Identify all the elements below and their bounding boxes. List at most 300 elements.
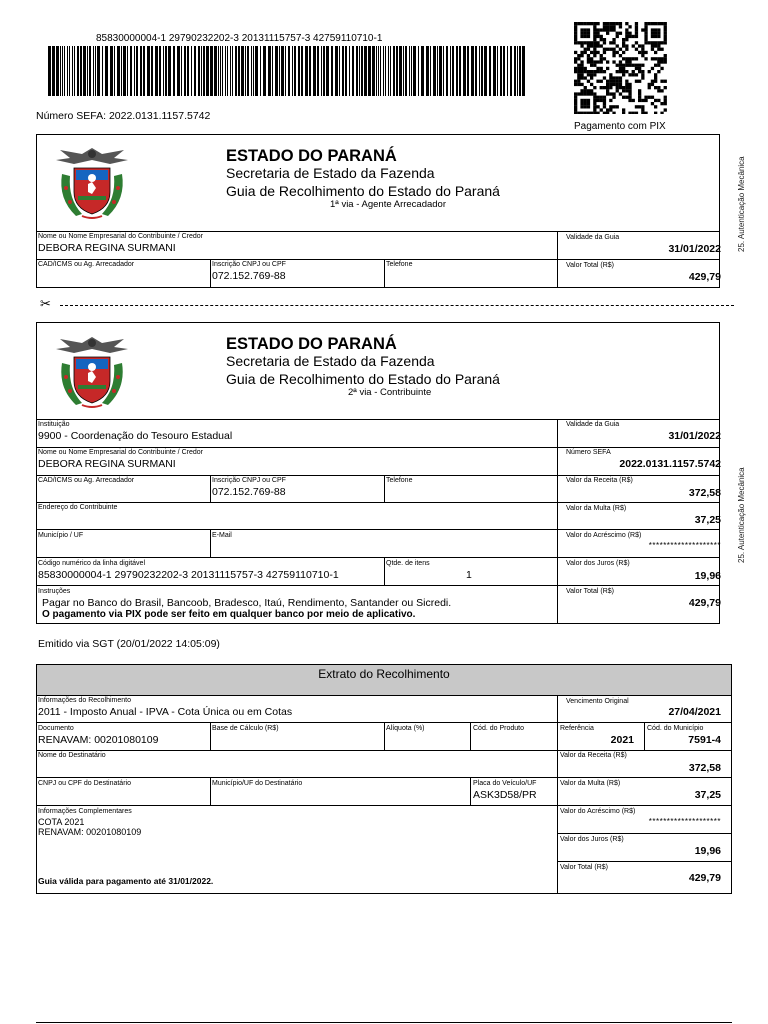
qr-module bbox=[651, 80, 654, 83]
referencia-value: 2021 bbox=[610, 734, 634, 746]
qr-module bbox=[580, 92, 583, 95]
qr-module bbox=[664, 22, 667, 25]
barcode-bar bbox=[399, 46, 402, 96]
qr-module bbox=[625, 28, 628, 31]
qr-module bbox=[638, 99, 641, 102]
qr-module bbox=[593, 86, 596, 89]
barcode-bar bbox=[114, 46, 115, 96]
qr-module bbox=[654, 44, 657, 47]
qr-module bbox=[619, 22, 622, 25]
qr-module bbox=[638, 96, 641, 99]
qr-module bbox=[612, 54, 615, 57]
barcode-bar bbox=[225, 46, 226, 96]
qr-module bbox=[628, 89, 631, 92]
qr-module bbox=[574, 57, 577, 60]
parana-coat-of-arms bbox=[52, 144, 132, 220]
qr-module bbox=[600, 35, 603, 38]
barcode-bar bbox=[220, 46, 221, 96]
qr-module bbox=[600, 28, 603, 31]
barcode-bar bbox=[93, 46, 94, 96]
qr-module bbox=[600, 96, 603, 99]
qr-module bbox=[654, 112, 657, 114]
qr-module bbox=[580, 44, 583, 47]
qr-module bbox=[638, 64, 641, 67]
qr-module bbox=[600, 57, 603, 60]
complementar-line: COTA 2021 bbox=[38, 817, 85, 827]
label: Valor Total (R$) bbox=[566, 262, 614, 269]
qr-module bbox=[596, 70, 599, 73]
qr-module bbox=[580, 54, 583, 57]
barcode-bar bbox=[232, 46, 233, 96]
barcode-bar bbox=[203, 46, 205, 96]
barcode-bar bbox=[272, 46, 273, 96]
qr-module bbox=[660, 22, 663, 25]
barcode-bar bbox=[356, 46, 358, 96]
qr-module bbox=[603, 96, 606, 99]
qr-module bbox=[625, 38, 628, 41]
qr-module bbox=[587, 60, 590, 63]
barcode-bar bbox=[433, 46, 436, 96]
qr-module bbox=[619, 76, 622, 79]
qr-module bbox=[625, 35, 628, 38]
barcode-bar bbox=[471, 46, 474, 96]
barcode-bar bbox=[117, 46, 120, 96]
barcode-bar bbox=[309, 46, 311, 96]
barcode-bar bbox=[127, 46, 128, 96]
qr-module bbox=[593, 112, 596, 114]
barcode-bar bbox=[218, 46, 219, 96]
qr-module bbox=[584, 102, 587, 105]
barcode-bar bbox=[187, 46, 189, 96]
qr-module bbox=[657, 32, 660, 35]
qr-module bbox=[657, 41, 660, 44]
barcode-bar bbox=[241, 46, 244, 96]
qr-module bbox=[612, 76, 615, 79]
parana-coat-of-arms bbox=[52, 333, 132, 409]
state-title: ESTADO DO PARANÁ bbox=[226, 335, 397, 353]
barcode-bar bbox=[380, 46, 381, 96]
qr-module bbox=[603, 28, 606, 31]
qr-module bbox=[664, 60, 667, 63]
qr-module bbox=[651, 96, 654, 99]
barcode-bar bbox=[456, 46, 458, 96]
label: Valor Total (R$) bbox=[566, 588, 614, 595]
qr-module bbox=[606, 108, 609, 111]
qr-module bbox=[638, 80, 641, 83]
barcode-bar bbox=[517, 46, 518, 96]
barcode-bar bbox=[263, 46, 266, 96]
qr-module bbox=[587, 70, 590, 73]
label: E-Mail bbox=[212, 532, 232, 539]
qr-module bbox=[596, 67, 599, 70]
qr-module bbox=[648, 22, 651, 25]
qr-module bbox=[603, 57, 606, 60]
qr-module bbox=[616, 80, 619, 83]
qr-module bbox=[596, 96, 599, 99]
qr-module bbox=[606, 67, 609, 70]
qr-module bbox=[628, 92, 631, 95]
qr-module bbox=[644, 96, 647, 99]
qr-module bbox=[584, 86, 587, 89]
contribuinte-name: DEBORA REGINA SURMANI bbox=[38, 458, 176, 470]
label: Validade da Guia bbox=[566, 234, 620, 241]
qr-module bbox=[625, 48, 628, 51]
qr-module bbox=[619, 32, 622, 35]
qr-module bbox=[644, 28, 647, 31]
qr-module bbox=[651, 41, 654, 44]
qr-module bbox=[580, 76, 583, 79]
qr-module bbox=[609, 108, 612, 111]
qr-module bbox=[657, 86, 660, 89]
qr-module bbox=[654, 51, 657, 54]
qr-module bbox=[660, 102, 663, 105]
qr-module bbox=[641, 44, 644, 47]
qr-module bbox=[638, 92, 641, 95]
barcode-bar bbox=[260, 46, 261, 96]
barcode-bar bbox=[279, 46, 280, 96]
qr-module bbox=[664, 25, 667, 28]
qr-module bbox=[574, 83, 577, 86]
qr-module bbox=[635, 25, 638, 28]
barcode-bar bbox=[396, 46, 398, 96]
qr-module bbox=[606, 86, 609, 89]
autenticacao-label: 25. Autenticação Mecânica bbox=[737, 156, 746, 252]
qr-module bbox=[574, 41, 577, 44]
qr-module bbox=[590, 64, 593, 67]
qr-module bbox=[609, 73, 612, 76]
label: CAD/ICMS ou Ag. Arrecadador bbox=[38, 261, 135, 268]
qr-module bbox=[635, 35, 638, 38]
qr-module bbox=[600, 108, 603, 111]
qr-module bbox=[635, 73, 638, 76]
qr-module bbox=[651, 48, 654, 51]
qr-module bbox=[644, 112, 647, 114]
qr-module bbox=[603, 25, 606, 28]
qr-module bbox=[577, 70, 580, 73]
barcode-bar bbox=[385, 46, 386, 96]
qr-module bbox=[632, 73, 635, 76]
qr-module bbox=[590, 22, 593, 25]
barcode-bar bbox=[230, 46, 231, 96]
qr-module bbox=[664, 41, 667, 44]
qr-module bbox=[603, 22, 606, 25]
barcode-bar bbox=[376, 46, 377, 96]
barcode-bar bbox=[507, 46, 508, 96]
qr-module bbox=[606, 25, 609, 28]
qr-module bbox=[606, 112, 609, 114]
qr-module bbox=[590, 41, 593, 44]
label: CNPJ ou CPF do Destinatário bbox=[38, 780, 131, 787]
barcode-bar bbox=[83, 46, 86, 96]
barcode-bar bbox=[80, 46, 82, 96]
qr-module bbox=[580, 102, 583, 105]
barcode-bar bbox=[484, 46, 487, 96]
qr-module bbox=[574, 35, 577, 38]
qr-module bbox=[596, 51, 599, 54]
receita-value: 372,58 bbox=[688, 762, 721, 774]
qr-module bbox=[600, 67, 603, 70]
qr-module bbox=[638, 44, 641, 47]
label: Instruções bbox=[38, 588, 71, 595]
qr-module bbox=[616, 76, 619, 79]
qr-module bbox=[590, 51, 593, 54]
qr-module bbox=[651, 22, 654, 25]
qr-module bbox=[622, 67, 625, 70]
cut-line bbox=[60, 305, 734, 306]
qr-module bbox=[654, 73, 657, 76]
qr-module bbox=[577, 80, 580, 83]
qr-module bbox=[587, 92, 590, 95]
qr-module bbox=[635, 80, 638, 83]
barcode-bar bbox=[191, 46, 192, 96]
barcode-bar bbox=[255, 46, 258, 96]
label: Número SEFA bbox=[566, 449, 611, 456]
qr-module bbox=[577, 76, 580, 79]
label: Placa do Veículo/UF bbox=[473, 780, 537, 787]
qr-module bbox=[622, 38, 625, 41]
qr-module bbox=[616, 86, 619, 89]
qr-module bbox=[635, 28, 638, 31]
barcode-bar bbox=[331, 46, 333, 96]
via-label: 1ª via - Agente Arrecadador bbox=[330, 199, 447, 210]
barcode-digit-line: 85830000004-1 29790232202-3 20131115757-3 42759110710-1 bbox=[96, 33, 383, 44]
pix-label: Pagamento com PIX bbox=[574, 121, 666, 132]
validade-note: Guia válida para pagamento até 31/01/2022. bbox=[38, 876, 214, 886]
qr-module bbox=[638, 51, 641, 54]
qr-module bbox=[587, 112, 590, 114]
barcode-bar bbox=[497, 46, 498, 96]
barcode-bar bbox=[339, 46, 340, 96]
qr-module bbox=[593, 32, 596, 35]
barcode-bar bbox=[275, 46, 278, 96]
qr-module bbox=[651, 44, 654, 47]
qr-module bbox=[660, 80, 663, 83]
qr-module bbox=[657, 44, 660, 47]
barcode-bar bbox=[288, 46, 290, 96]
qr-module bbox=[648, 70, 651, 73]
qr-module bbox=[657, 35, 660, 38]
barcode-bar bbox=[383, 46, 384, 96]
qr-module bbox=[590, 60, 593, 63]
qr-module bbox=[609, 86, 612, 89]
label: Município/UF do Destinatário bbox=[212, 780, 303, 787]
qr-module bbox=[580, 105, 583, 108]
qr-module bbox=[654, 76, 657, 79]
qr-module bbox=[644, 57, 647, 60]
barcode-bar bbox=[313, 46, 316, 96]
qr-module bbox=[654, 32, 657, 35]
qr-module bbox=[587, 35, 590, 38]
barcode-bar bbox=[321, 46, 322, 96]
qr-module bbox=[625, 44, 628, 47]
qr-module bbox=[596, 99, 599, 102]
qr-module bbox=[641, 108, 644, 111]
qr-module bbox=[574, 105, 577, 108]
qr-module bbox=[574, 51, 577, 54]
qr-module bbox=[657, 60, 660, 63]
barcode-bar bbox=[475, 46, 477, 96]
qr-module bbox=[600, 99, 603, 102]
barcode-bar bbox=[67, 46, 68, 96]
qr-module bbox=[619, 25, 622, 28]
qr-module bbox=[577, 67, 580, 70]
qr-module bbox=[600, 54, 603, 57]
qr-module bbox=[625, 70, 628, 73]
qr-module bbox=[593, 70, 596, 73]
qr-module bbox=[584, 112, 587, 114]
qr-module bbox=[577, 54, 580, 57]
qr-module bbox=[584, 48, 587, 51]
barcode-bar bbox=[89, 46, 91, 96]
barcode-bar bbox=[140, 46, 142, 96]
label: Base de Cálculo (R$) bbox=[212, 725, 279, 732]
qr-module bbox=[587, 73, 590, 76]
label: Valor do Acréscimo (R$) bbox=[566, 532, 642, 539]
qr-module bbox=[622, 44, 625, 47]
qr-module bbox=[606, 80, 609, 83]
qr-module bbox=[587, 28, 590, 31]
label: CAD/ICMS ou Ag. Arrecadador bbox=[38, 477, 135, 484]
qr-module bbox=[580, 60, 583, 63]
barcode-bar bbox=[155, 46, 158, 96]
qr-module bbox=[654, 28, 657, 31]
qr-module bbox=[628, 57, 631, 60]
qr-module bbox=[590, 57, 593, 60]
barcode-bar bbox=[52, 46, 55, 96]
barcode-bar bbox=[323, 46, 325, 96]
barcode-bar bbox=[134, 46, 135, 96]
qr-module bbox=[574, 22, 577, 25]
qr-module bbox=[625, 89, 628, 92]
qr-module bbox=[574, 108, 577, 111]
instrucao-text: Pagar no Banco do Brasil, Bancoob, Bradesco, Itaú, Rendimento, Santander ou Sicredi. bbox=[42, 597, 452, 609]
qr-module bbox=[584, 99, 587, 102]
qr-module bbox=[580, 70, 583, 73]
qr-module bbox=[641, 64, 644, 67]
qr-module bbox=[596, 22, 599, 25]
qr-module bbox=[616, 44, 619, 47]
qr-module bbox=[616, 83, 619, 86]
qr-module bbox=[580, 83, 583, 86]
barcode-bar bbox=[165, 46, 167, 96]
barcode-bar bbox=[522, 46, 525, 96]
qr-module bbox=[584, 89, 587, 92]
itens-value: 1 bbox=[466, 569, 472, 581]
barcode-bar bbox=[159, 46, 161, 96]
barcode-bar bbox=[245, 46, 246, 96]
qr-module bbox=[603, 41, 606, 44]
qr-module bbox=[596, 28, 599, 31]
qr-module bbox=[593, 73, 596, 76]
qr-module bbox=[644, 32, 647, 35]
qr-module bbox=[609, 83, 612, 86]
qr-module bbox=[606, 60, 609, 63]
qr-module bbox=[596, 105, 599, 108]
qr-module bbox=[648, 96, 651, 99]
qr-module bbox=[651, 32, 654, 35]
qr-module bbox=[644, 25, 647, 28]
qr-module bbox=[644, 51, 647, 54]
qr-module bbox=[606, 32, 609, 35]
qr-module bbox=[616, 105, 619, 108]
barcode-bar bbox=[388, 46, 389, 96]
qr-module bbox=[657, 48, 660, 51]
barcode-bar bbox=[206, 46, 209, 96]
label: Código numérico da linha digitável bbox=[38, 560, 146, 567]
qr-module bbox=[619, 83, 622, 86]
barcode-bar bbox=[130, 46, 132, 96]
qr-module bbox=[574, 38, 577, 41]
barcode-bar bbox=[194, 46, 196, 96]
qr-module bbox=[644, 41, 647, 44]
qr-module bbox=[612, 96, 615, 99]
documento-value: RENAVAM: 00201080109 bbox=[38, 734, 159, 746]
qr-module bbox=[580, 51, 583, 54]
qr-module bbox=[638, 105, 641, 108]
qr-module bbox=[584, 28, 587, 31]
qr-module bbox=[641, 54, 644, 57]
qr-module bbox=[574, 112, 577, 114]
barcode-bar bbox=[459, 46, 461, 96]
label: Vencimento Original bbox=[566, 698, 629, 705]
barcode-bar bbox=[403, 46, 404, 96]
qr-module bbox=[644, 22, 647, 25]
qr-module bbox=[628, 32, 631, 35]
qr-module bbox=[584, 35, 587, 38]
qr-module bbox=[587, 80, 590, 83]
barcode-bar bbox=[60, 46, 61, 96]
guia-title: Guia de Recolhimento do Estado do Paraná bbox=[226, 371, 500, 387]
qr-module bbox=[651, 67, 654, 70]
qr-module bbox=[603, 70, 606, 73]
barcode-bar bbox=[409, 46, 410, 96]
label: Valor da Multa (R$) bbox=[566, 505, 627, 512]
barcode-bar bbox=[110, 46, 113, 96]
barcode-bar bbox=[489, 46, 491, 96]
qr-module bbox=[609, 22, 612, 25]
qr-module bbox=[603, 105, 606, 108]
qr-module bbox=[660, 57, 663, 60]
qr-module bbox=[616, 70, 619, 73]
barcode-bar bbox=[426, 46, 429, 96]
qr-module bbox=[584, 105, 587, 108]
label: Cód. do Município bbox=[647, 725, 704, 732]
qr-module bbox=[632, 70, 635, 73]
qr-module bbox=[584, 70, 587, 73]
qr-module bbox=[606, 22, 609, 25]
qr-module bbox=[593, 105, 596, 108]
barcode-bar bbox=[56, 46, 59, 96]
barcode-bar bbox=[227, 46, 228, 96]
qr-module bbox=[657, 57, 660, 60]
qr-module bbox=[606, 28, 609, 31]
qr-module bbox=[628, 86, 631, 89]
qr-module bbox=[628, 35, 631, 38]
qr-module bbox=[587, 22, 590, 25]
label: Valor da Multa (R$) bbox=[560, 780, 621, 787]
qr-module bbox=[622, 108, 625, 111]
qr-module bbox=[574, 28, 577, 31]
qr-module bbox=[632, 44, 635, 47]
barcode-bar bbox=[69, 46, 70, 96]
label: Inscrição CNPJ ou CPF bbox=[212, 261, 286, 268]
qr-module bbox=[654, 35, 657, 38]
qr-module bbox=[622, 70, 625, 73]
qr-module bbox=[625, 32, 628, 35]
qr-module bbox=[654, 105, 657, 108]
qr-module bbox=[587, 44, 590, 47]
qr-module bbox=[625, 83, 628, 86]
